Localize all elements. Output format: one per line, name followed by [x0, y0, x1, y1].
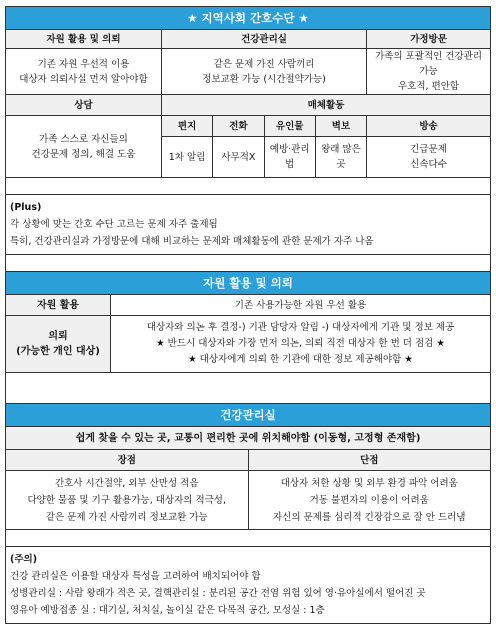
resource-referral-table: [5, 271, 491, 404]
media-poster-value: 왕래 많은 곳: [315, 137, 366, 178]
col-resource-header: 자원 활용 및 의뢰: [6, 30, 162, 49]
media-broadcast-header: 방송: [367, 116, 491, 137]
media-letter-header: 편지: [161, 116, 212, 137]
spacer-row: [6, 255, 491, 272]
cons-header: 단점: [248, 450, 491, 471]
resource-desc: 기존 자원 우선적 이용 대상자 의뢰사실 먼저 알아야함: [6, 49, 162, 95]
home-visit-desc: 가족의 포괄적인 건강관리 가능 우호적, 편안함: [367, 49, 491, 95]
spacer-row: [6, 178, 491, 195]
col-home-visit-header: 가정방문: [367, 30, 491, 49]
media-leaflet-value: 예방·관리법: [264, 137, 315, 178]
referral-label: 의뢰 (가능한 개인 대상): [6, 316, 111, 373]
media-letter-value: 1차 알림: [161, 137, 212, 178]
media-broadcast-value: 긴급문제 신속다수: [367, 137, 491, 178]
health-office-table: [5, 403, 491, 624]
media-phone-value: 사무적X: [213, 137, 264, 178]
pros-list: 간호사 시간절약, 외부 산만성 적음 다양한 물품 및 기구 활용가능, 대상자의 적극성, 같은 문제 가진 사람끼리 정보교환 가능: [6, 471, 249, 530]
col-health-office-header: 건강관리실: [161, 30, 366, 49]
spacer-row: [6, 373, 491, 404]
media-header: 매체활동: [161, 95, 490, 116]
section3-title: 건강관리실: [6, 404, 491, 427]
referral-value: 대상자와 의논 후 결정-) 기관 담당자 알림 -) 대상자에게 기관 및 정보 제공 ★ 반드시 대상자와 가장 먼저 의논, 의뢰 직전 대상자 한 번 더 점검 ★ ★ 대상자에게 의뢰 한 기관에 대한 정보 제공해야함 ★: [111, 316, 491, 373]
media-poster-header: 벽보: [315, 116, 366, 137]
resource-use-value: 기존 사용가능한 자원 우선 활용: [111, 295, 491, 316]
section2-title: 자원 활용 및 의뢰: [6, 272, 491, 295]
document-page: [5, 6, 491, 624]
pros-header: 장점: [6, 450, 249, 471]
resource-use-label: 자원 활용: [6, 295, 111, 316]
media-phone-header: 전화: [213, 116, 264, 137]
spacer-row: [6, 530, 491, 547]
caution-note: (주의) 건강 관리실은 이용할 대상자 특성을 고려하여 배치되어야 함 성병관리실 : 사람 왕래가 적은 곳, 결핵관리실 : 분리된 공간 전염 위험 있어 영·유아실에서 떨어진 곳 영유아 예방접종 실 : 대기실, 처치실, 놀이실 같은 다목적 공간, 모성실 : 1층: [6, 547, 491, 624]
media-leaflet-header: 유인물: [264, 116, 315, 137]
health-office-desc: 같은 문제 가진 사람끼리 정보교환 가능 (시간절약가능): [161, 49, 366, 95]
section3-subtitle: 쉽게 찾을 수 있는 곳, 교통이 편리한 곳에 위치해야함 (이동형, 고정형 존재함): [6, 427, 491, 450]
plus-note: (Plus) 각 상황에 맞는 간호 수단 고르는 문제 자주 출제됨 특히, 건강관리실과 가정방문에 대해 비교하는 문제와 매체활동에 관한 문제가 자주 나옴: [6, 195, 491, 255]
cons-list: 대상자 처한 상황 및 외부 환경 파악 어려움 거동 불편자의 이용이 어려움 자신의 문제를 심리적 긴장감으로 잘 안 드러냄: [248, 471, 491, 530]
counseling-desc: 가족 스스로 자신들의 건강문제 정의, 해결 도움: [6, 116, 162, 178]
nursing-means-table: [5, 6, 491, 272]
counseling-header: 상담: [6, 95, 162, 116]
section1-title: ★ 지역사회 간호수단 ★: [6, 7, 491, 30]
